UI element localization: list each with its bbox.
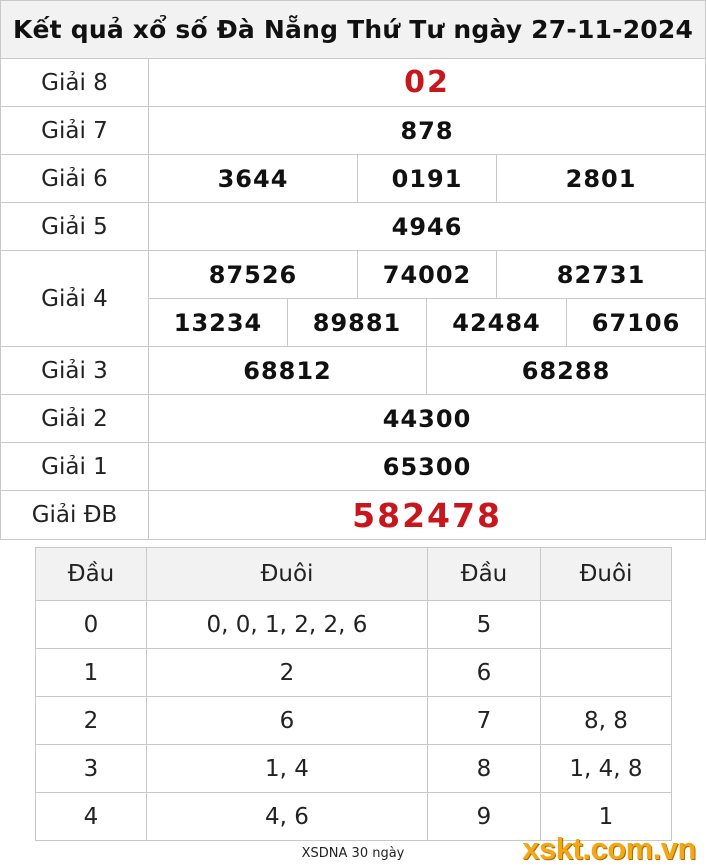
loto-header-dau: Đầu: [428, 548, 541, 601]
loto-head: 5: [428, 601, 541, 649]
prize-number-g2: 44300: [149, 395, 706, 443]
loto-head: 9: [428, 793, 541, 841]
results-title: Kết quả xổ số Đà Nẵng Thứ Tư ngày 27-11-2024: [1, 1, 706, 59]
prize-number-g8: 02: [149, 59, 706, 107]
loto-head-tail-table: [35, 547, 672, 841]
loto-tails: 4, 6: [147, 793, 428, 841]
prize-label-g4: Giải 4: [1, 251, 149, 347]
prize-number-g4: 87526: [149, 251, 358, 299]
prize-label-g1: Giải 1: [1, 443, 149, 491]
prize-number-g4: 74002: [358, 251, 497, 299]
loto-head: 0: [36, 601, 147, 649]
history-link[interactable]: XSDNA 30 ngày: [301, 846, 405, 861]
prize-label-g3: Giải 3: [1, 347, 149, 395]
prize-number-g6: 3644: [149, 155, 358, 203]
loto-row: [36, 601, 672, 649]
prize-label-g8: Giải 8: [1, 59, 149, 107]
loto-row: [36, 697, 672, 745]
loto-tails: 1, 4, 8: [541, 745, 672, 793]
loto-tails: [541, 649, 672, 697]
loto-head: 4: [36, 793, 147, 841]
prize-number-g1: 65300: [149, 443, 706, 491]
prize-label-special: Giải ĐB: [1, 491, 149, 540]
prize-number-g3: 68288: [427, 347, 706, 395]
loto-tails: 1: [541, 793, 672, 841]
loto-head: 6: [428, 649, 541, 697]
loto-header-duoi: Đuôi: [147, 548, 428, 601]
prize-number-g5: 4946: [149, 203, 706, 251]
prize-number-g4: 13234: [149, 299, 288, 347]
loto-tails: 0, 0, 1, 2, 2, 6: [147, 601, 428, 649]
loto-header-dau: Đầu: [36, 548, 147, 601]
prize-label-g5: Giải 5: [1, 203, 149, 251]
prize-number-g6: 0191: [358, 155, 497, 203]
loto-tails: 6: [147, 697, 428, 745]
loto-tails: [541, 601, 672, 649]
loto-row: [36, 745, 672, 793]
loto-tails: 1, 4: [147, 745, 428, 793]
prize-number-g4: 89881: [288, 299, 427, 347]
prize-number-g4: 42484: [427, 299, 567, 347]
prize-number-special: 582478: [149, 491, 706, 540]
prize-label-g6: Giải 6: [1, 155, 149, 203]
site-logo: xskt.com.vn: [522, 831, 696, 866]
loto-head: 8: [428, 745, 541, 793]
loto-head: 3: [36, 745, 147, 793]
prize-number-g4: 82731: [497, 251, 706, 299]
prize-number-g3: 68812: [149, 347, 427, 395]
loto-head: 2: [36, 697, 147, 745]
prize-number-g6: 2801: [497, 155, 706, 203]
prize-number-g7: 878: [149, 107, 706, 155]
loto-tails: 8, 8: [541, 697, 672, 745]
loto-head: 7: [428, 697, 541, 745]
loto-tails: 2: [147, 649, 428, 697]
prize-label-g2: Giải 2: [1, 395, 149, 443]
loto-row: [36, 649, 672, 697]
prize-label-g7: Giải 7: [1, 107, 149, 155]
prize-number-g4: 67106: [567, 299, 706, 347]
loto-head: 1: [36, 649, 147, 697]
loto-header-duoi: Đuôi: [541, 548, 672, 601]
